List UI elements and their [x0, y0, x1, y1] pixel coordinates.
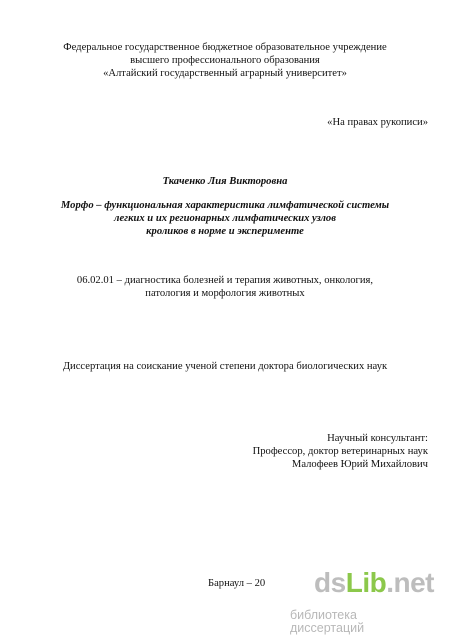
logo-accent: Lib: [345, 567, 387, 598]
advisor-label: Научный консультант:: [327, 433, 428, 444]
degree-statement: Диссертация на соискание ученой степени доктора биологических наук: [62, 361, 388, 372]
specialty-line-2: патология и морфология животных: [145, 288, 305, 299]
advisor-position: Профессор, доктор ветеринарных наук: [252, 446, 428, 457]
city-year: Барнаул – 20: [208, 578, 266, 589]
specialty-line-1: 06.02.01 – диагностика болезней и терапия животных, онкология,: [76, 275, 374, 286]
dslib-watermark: [290, 567, 440, 635]
rights-note: «На правах рукописи»: [327, 117, 428, 128]
dslib-logo: [314, 567, 434, 598]
title-line-2: легких и их регионарных лимфатических узлов: [114, 213, 336, 224]
logo-suffix: .net: [386, 567, 434, 598]
institution-line-3: «Алтайский государственный аграрный университет»: [103, 68, 347, 79]
logo-prefix: ds: [314, 567, 346, 598]
title-line-1: Морфо – функциональная характеристика лимфатической системы: [60, 200, 390, 211]
advisor-name: Малофеев Юрий Михайлович: [291, 459, 428, 470]
title-line-3: кроликов в норме и эксперименте: [146, 226, 304, 237]
watermark-tagline: библиотека диссертаций: [290, 608, 365, 635]
institution-line-2: высшего профессионального образования: [130, 55, 320, 66]
author-name: Ткаченко Лия Викторовна: [162, 176, 288, 187]
institution-line-1: Федеральное государственное бюджетное образовательное учреждение: [63, 42, 387, 53]
